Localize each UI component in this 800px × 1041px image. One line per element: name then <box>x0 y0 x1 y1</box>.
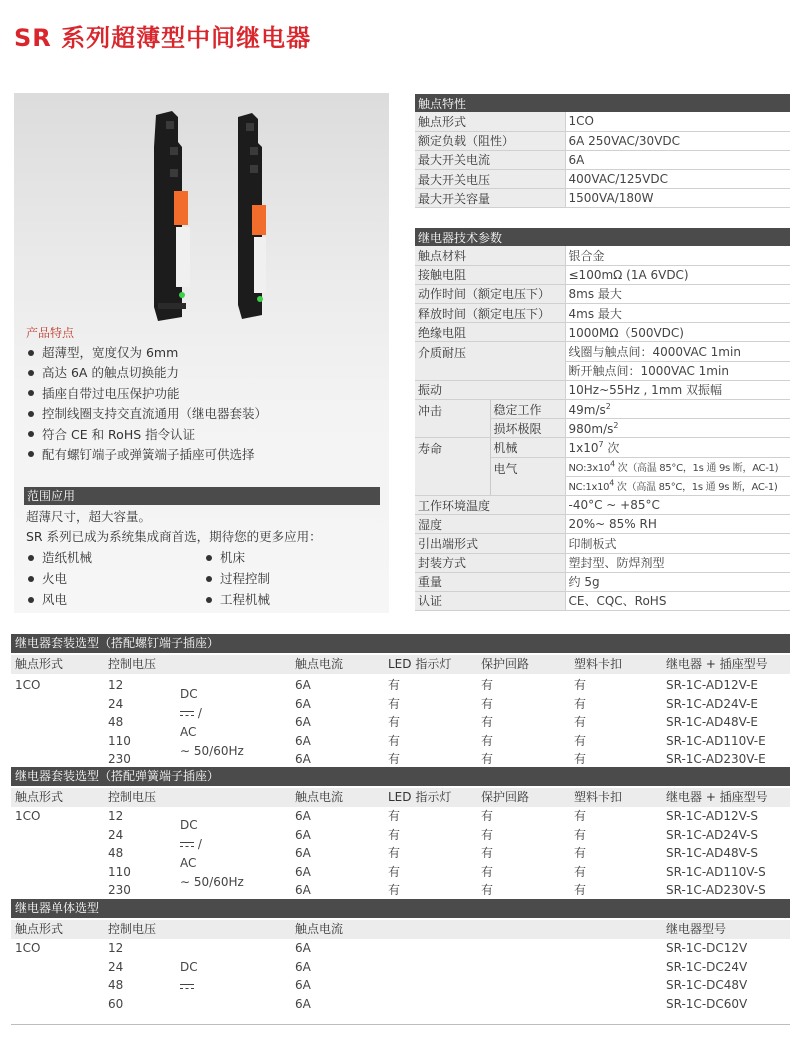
relay-spec-header: 继电器技术参数 <box>415 228 790 246</box>
table-row: 48 6A 有 有 有 SR-1C-AD48V-E <box>108 715 759 729</box>
bullet-icon <box>28 390 34 396</box>
spec-row: 电气 $NO:3x10^4$ 次（高温 85°C，1s 通 9s 断，AC-1) <box>415 457 790 476</box>
table-row: 1CO 12 6A SR-1C-DC12V <box>15 941 748 955</box>
spec-row: 最大开关电流 6A <box>415 150 790 169</box>
ac-symbol-icon: ∼ <box>180 875 191 889</box>
feature-item: 符合 CE 和 RoHS 指令认证 <box>26 425 267 445</box>
spec-row: 引出端形式 印制板式 <box>415 534 790 553</box>
feature-item: 超薄型，宽度仅为 6mm <box>26 343 267 363</box>
spec-row: 认证 CE、CQC、RoHS <box>415 591 790 610</box>
page-title: SR 系列超薄型中间继电器 <box>14 24 312 52</box>
applications-intro: 超薄尺寸，超大容量。 <box>26 509 152 524</box>
spec-row: 绝缘电阻 1000MΩ（500VDC) <box>415 323 790 342</box>
spec-row: 冲击 稳定工作 $49m/s^2$ <box>415 400 790 419</box>
bullet-icon <box>28 576 34 582</box>
relay-right-image <box>238 113 266 319</box>
table-row: 60 6A SR-1C-DC60V <box>108 996 748 1011</box>
table-row: 24 6A 有 有 有 SR-1C-AD24V-E <box>108 696 759 711</box>
table-row: 48 6A 有 有 有 SR-1C-AD48V-S <box>108 846 759 860</box>
features-list <box>26 343 267 465</box>
bullet-icon <box>28 451 34 457</box>
single-relay-header: 继电器单体选型 <box>11 899 790 918</box>
applications-header: 范围应用 <box>24 487 380 505</box>
spec-row: 寿命 机械 $1x10^7$ 次 <box>415 438 790 457</box>
product-panel <box>14 93 389 613</box>
relay-product-image <box>134 107 294 329</box>
table-row: 48 6A SR-1C-DC48V <box>108 978 748 992</box>
spec-row: 最大开关电压 400VAC/125VDC <box>415 170 790 189</box>
bullet-icon <box>206 576 212 582</box>
contact-spec-table <box>415 94 790 208</box>
voltage-type-label: DC / AC ∼ 50/60Hz <box>180 687 244 758</box>
dc-symbol-icon <box>180 984 194 989</box>
bullet-icon <box>28 431 34 437</box>
table-row: 1CO 12 6A 有 有 有 SR-1C-AD12V-E <box>15 678 759 692</box>
bullet-icon <box>206 555 212 561</box>
feature-item: 控制线圈支持交直流通用（继电器套装） <box>26 404 267 424</box>
table-row: 230 6A 有 有 有 SR-1C-AD230V-S <box>108 883 766 897</box>
spec-row: 接触电阻 ≤100mΩ (1A 6VDC) <box>415 265 790 284</box>
application-item: 火电 <box>26 569 67 587</box>
table-row: 24 6A SR-1C-DC24V <box>108 959 748 974</box>
spec-row: 损坏极限 $980m/s^2$ <box>415 419 790 438</box>
kit-spring-header: 继电器套装选型（搭配弹簧端子插座） <box>11 767 790 786</box>
bullet-icon <box>206 597 212 603</box>
spec-row: 介质耐压 线圈与触点间：4000VAC 1min <box>415 342 790 361</box>
table-row: 230 6A 有 有 有 SR-1C-AD230V-E <box>108 752 766 766</box>
spec-row: 封装方式 塑封型、防焊剂型 <box>415 553 790 572</box>
spec-row: 工作环境温度 -40°C ~ +85°C <box>415 495 790 514</box>
spec-row: 重量 约 5g <box>415 572 790 591</box>
application-item: 造纸机械 <box>26 548 92 566</box>
dc-symbol-icon <box>180 711 194 716</box>
kit-spring-columns: 触点形式 控制电压 触点电流 LED 指示灯 保护回路 塑料卡扣 继电器 + 插座型号 <box>11 788 790 807</box>
voltage-type-label: DC / AC ∼ 50/60Hz <box>180 818 244 889</box>
feature-item: 高达 6A 的触点切换能力 <box>26 363 267 383</box>
bottom-divider <box>11 1024 790 1025</box>
spec-row: 振动 10Hz~55Hz , 1mm 双振幅 <box>415 380 790 399</box>
single-relay-columns: 触点形式 控制电压 触点电流 继电器型号 <box>11 920 790 939</box>
ac-symbol-icon: ∼ <box>180 744 191 758</box>
application-item: 过程控制 <box>204 569 270 587</box>
bullet-icon <box>28 555 34 561</box>
table-row: 1CO 12 6A 有 有 有 SR-1C-AD12V-S <box>15 809 759 823</box>
application-item: 工程机械 <box>204 590 270 608</box>
bullet-icon <box>28 597 34 603</box>
bullet-icon <box>28 370 34 376</box>
bullet-icon <box>28 350 34 356</box>
bullet-icon <box>28 411 34 417</box>
dc-symbol-icon <box>180 842 194 847</box>
spec-row: 断开触点间：1000VAC 1min <box>415 361 790 380</box>
application-item: 机床 <box>204 548 245 566</box>
feature-item: 插座自带过电压保护功能 <box>26 384 267 404</box>
table-row: 24 6A 有 有 有 SR-1C-AD24V-S <box>108 827 759 842</box>
voltage-type-label: DC <box>180 958 198 996</box>
spec-row: 释放时间（额定电压下） 4ms 最大 <box>415 304 790 323</box>
kit-screw-header: 继电器套装选型（搭配螺钉端子插座） <box>11 634 790 653</box>
contact-spec-header: 触点特性 <box>415 94 790 112</box>
table-row: 110 6A 有 有 有 SR-1C-AD110V-E <box>108 733 766 748</box>
table-row: 110 6A 有 有 有 SR-1C-AD110V-S <box>108 864 766 879</box>
features-title: 产品特点 <box>26 326 75 340</box>
relay-spec-table <box>415 228 790 611</box>
kit-screw-columns: 触点形式 控制电压 触点电流 LED 指示灯 保护回路 塑料卡扣 继电器 + 插座型号 <box>11 655 790 674</box>
spec-row: 额定负载（阻性） 6A 250VAC/30VDC <box>415 131 790 150</box>
spec-row: 触点形式 1CO <box>415 112 790 131</box>
spec-row: 最大开关容量 1500VA/180W <box>415 189 790 208</box>
spec-row: 触点材料 银合金 <box>415 246 790 265</box>
feature-item: 配有螺钉端子或弹簧端子插座可供选择 <box>26 445 267 465</box>
spec-row: 动作时间（额定电压下） 8ms 最大 <box>415 284 790 303</box>
relay-left-image <box>154 111 190 321</box>
application-item: 风电 <box>26 590 67 608</box>
spec-row: 湿度 20%~ 85% RH <box>415 515 790 534</box>
spec-row: $NC:1x10^4$ 次（高温 85°C，1s 通 9s 断，AC-1) <box>415 476 790 495</box>
applications-description: SR 系列已成为系统集成商首选，期待您的更多应用： <box>26 529 322 544</box>
